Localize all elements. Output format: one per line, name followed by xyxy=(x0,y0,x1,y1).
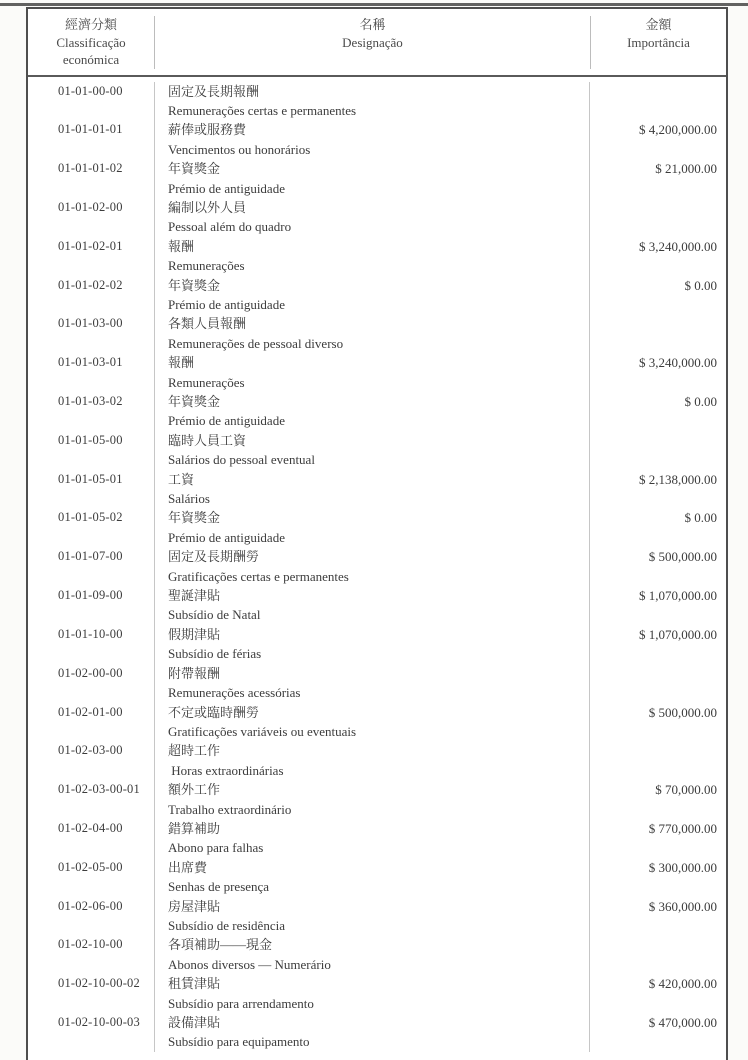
classification-code: 01-01-05-02 xyxy=(58,510,123,525)
classification-code: 01-01-02-01 xyxy=(58,238,123,253)
designation-chinese: 報酬 xyxy=(154,237,590,256)
table-row xyxy=(28,741,726,780)
classification-code-spacer xyxy=(28,644,154,663)
designation-portuguese: Subsídio de Natal xyxy=(154,605,590,624)
designation-chinese: 固定及長期酬勞 xyxy=(154,547,590,566)
classification-code-spacer xyxy=(28,179,154,198)
header-designation-zh: 名稱 xyxy=(359,17,386,32)
amount-value: $ 500,000.00 xyxy=(648,549,717,565)
designation-chinese: 年資獎金 xyxy=(154,508,590,527)
designation-chinese: 額外工作 xyxy=(154,780,590,799)
amount-spacer xyxy=(590,489,726,508)
classification-code-spacer xyxy=(28,140,154,159)
designation-chinese: 固定及長期報酬 xyxy=(154,82,590,101)
amount-value: $ 300,000.00 xyxy=(648,859,717,875)
amount-value: $ 0.00 xyxy=(684,277,717,293)
amount-value: $ 4,200,000.00 xyxy=(639,122,717,138)
amount-spacer xyxy=(590,411,726,430)
table-row xyxy=(28,470,726,509)
amount-spacer xyxy=(590,256,726,275)
classification-code-spacer xyxy=(28,295,154,314)
classification-code: 01-02-00-00 xyxy=(58,665,123,680)
amount-spacer xyxy=(590,800,726,819)
classification-code-spacer xyxy=(28,877,154,896)
amount-spacer xyxy=(590,916,726,935)
designation-chinese: 房屋津貼 xyxy=(154,897,590,916)
designation-portuguese: Abonos diversos — Numerário xyxy=(154,955,590,974)
amount-value xyxy=(590,741,726,760)
table-row xyxy=(28,780,726,819)
amount-value: $ 3,240,000.00 xyxy=(639,238,717,254)
designation-portuguese: Gratificações variáveis ou eventuais xyxy=(154,722,590,741)
classification-code: 01-02-03-00-01 xyxy=(58,782,140,797)
classification-code-spacer xyxy=(28,838,154,857)
designation-chinese: 年資獎金 xyxy=(154,159,590,178)
designation-portuguese: Prémio de antiguidade xyxy=(154,411,590,430)
amount-spacer xyxy=(590,683,726,702)
designation-chinese: 聖誕津貼 xyxy=(154,586,590,605)
amount-spacer xyxy=(590,450,726,469)
classification-code-spacer xyxy=(28,528,154,547)
classification-code: 01-02-10-00-03 xyxy=(58,1015,140,1029)
designation-portuguese: Prémio de antiguidade xyxy=(154,179,590,198)
amount-spacer xyxy=(590,373,726,392)
table-body xyxy=(28,77,726,1060)
header-amount xyxy=(590,16,726,69)
designation-chinese: 各類人員報酬 xyxy=(154,314,590,333)
table-row xyxy=(28,703,726,742)
designation-chinese: 假期津貼 xyxy=(154,625,590,644)
classification-code: 01-01-02-02 xyxy=(58,277,123,292)
classification-code-spacer xyxy=(28,334,154,353)
designation-chinese: 超時工作 xyxy=(154,741,590,760)
header-classification-pt: Classificação económica xyxy=(56,34,126,67)
classification-code: 01-01-02-00 xyxy=(58,199,123,214)
designation-portuguese: Salários do pessoal eventual xyxy=(154,450,590,469)
amount-value: $ 500,000.00 xyxy=(648,704,717,720)
classification-code: 01-01-01-02 xyxy=(58,161,123,176)
amount-value xyxy=(590,314,726,333)
designation-portuguese: Salários xyxy=(154,489,590,508)
amount-spacer xyxy=(590,838,726,857)
designation-portuguese: Abono para falhas xyxy=(154,838,590,857)
classification-code-spacer xyxy=(28,722,154,741)
designation-portuguese: Remunerações xyxy=(154,373,590,392)
designation-chinese: 各項補助——現金 xyxy=(154,935,590,954)
designation-chinese: 報酬 xyxy=(154,353,590,372)
table-row xyxy=(28,353,726,392)
classification-code: 01-02-06-00 xyxy=(58,898,123,913)
amount-value xyxy=(590,664,726,683)
table-header xyxy=(28,9,726,77)
document-page xyxy=(26,7,728,1060)
amount-spacer xyxy=(590,955,726,974)
header-amount-pt: Importância xyxy=(627,34,690,50)
classification-code-spacer xyxy=(28,567,154,586)
amount-value: $ 0.00 xyxy=(684,394,717,409)
table-row xyxy=(28,120,726,159)
classification-code: 01-01-03-00 xyxy=(58,316,123,331)
designation-portuguese: Remunerações acessórias xyxy=(154,683,590,702)
designation-chinese: 年資獎金 xyxy=(154,276,590,295)
designation-portuguese: Subsídio de residência xyxy=(154,916,590,935)
budget-table xyxy=(26,7,728,1060)
designation-portuguese: Prémio de antiguidade xyxy=(154,528,590,547)
designation-portuguese: Vencimentos ou honorários xyxy=(154,140,590,159)
table-row xyxy=(28,392,726,431)
table-row xyxy=(28,586,726,625)
amount-value: $ 360,000.00 xyxy=(648,898,717,914)
table-row xyxy=(28,276,726,315)
designation-chinese: 租賃津貼 xyxy=(154,974,590,993)
classification-code: 01-01-10-00 xyxy=(58,626,123,641)
designation-portuguese: Remunerações de pessoal diverso xyxy=(154,334,590,353)
classification-code: 01-02-01-00 xyxy=(58,704,123,719)
classification-code-spacer xyxy=(28,256,154,275)
amount-spacer xyxy=(590,528,726,547)
table-row xyxy=(28,237,726,276)
classification-code-spacer xyxy=(28,800,154,819)
classification-code-spacer xyxy=(28,605,154,624)
amount-spacer xyxy=(590,605,726,624)
classification-code: 01-02-05-00 xyxy=(58,859,123,874)
amount-value: $ 770,000.00 xyxy=(648,820,717,836)
amount-value: $ 3,240,000.00 xyxy=(639,355,717,371)
amount-value: $ 70,000.00 xyxy=(655,782,717,798)
designation-portuguese: Prémio de antiguidade xyxy=(154,295,590,314)
amount-value xyxy=(590,82,726,101)
classification-code: 01-01-01-01 xyxy=(58,122,123,137)
amount-value: $ 2,138,000.00 xyxy=(639,471,717,487)
designation-chinese: 薪俸或服務費 xyxy=(154,120,590,139)
classification-code-spacer xyxy=(28,916,154,935)
table-row xyxy=(28,974,726,1013)
header-designation xyxy=(154,16,590,69)
designation-portuguese: Senhas de presença xyxy=(154,877,590,896)
classification-code-spacer xyxy=(28,955,154,974)
classification-code: 01-02-10-00 xyxy=(58,937,123,952)
header-amount-zh: 金額 xyxy=(645,17,672,32)
amount-spacer xyxy=(590,877,726,896)
amount-value xyxy=(590,431,726,450)
classification-code-spacer xyxy=(28,373,154,392)
designation-portuguese: Trabalho extraordinário xyxy=(154,800,590,819)
table-row xyxy=(28,314,726,353)
classification-code-spacer xyxy=(28,683,154,702)
classification-code: 01-02-04-00 xyxy=(58,820,123,835)
classification-code-spacer xyxy=(28,411,154,430)
classification-code-spacer xyxy=(28,1032,154,1051)
amount-spacer xyxy=(590,217,726,236)
designation-chinese: 不定或臨時酬勞 xyxy=(154,703,590,722)
table-row xyxy=(28,897,726,936)
table-row xyxy=(28,547,726,586)
amount-spacer xyxy=(590,761,726,780)
classification-code: 01-01-05-00 xyxy=(58,432,123,447)
designation-chinese: 出席費 xyxy=(154,858,590,877)
table-row xyxy=(28,819,726,858)
header-classification xyxy=(28,16,154,69)
amount-value xyxy=(590,935,726,954)
classification-code-spacer xyxy=(28,489,154,508)
amount-spacer xyxy=(590,1032,726,1051)
scan-edge-artifact xyxy=(0,3,748,6)
amount-value: $ 21,000.00 xyxy=(655,161,717,177)
table-row xyxy=(28,431,726,470)
designation-chinese: 設備津貼 xyxy=(154,1013,590,1032)
amount-spacer xyxy=(590,295,726,314)
table-row xyxy=(28,625,726,664)
amount-value xyxy=(590,198,726,217)
amount-spacer xyxy=(590,994,726,1013)
designation-portuguese: Subsídio para arrendamento xyxy=(154,994,590,1013)
amount-spacer xyxy=(590,140,726,159)
designation-chinese: 年資獎金 xyxy=(154,392,590,411)
header-designation-pt: Designação xyxy=(342,34,403,50)
table-row xyxy=(28,198,726,237)
table-row xyxy=(28,508,726,547)
classification-code: 01-01-03-01 xyxy=(58,355,123,370)
designation-portuguese: Subsídio de férias xyxy=(154,644,590,663)
amount-spacer xyxy=(590,101,726,120)
designation-chinese: 附帶報酬 xyxy=(154,664,590,683)
classification-code-spacer xyxy=(28,217,154,236)
designation-portuguese: Gratificações certas e permanentes xyxy=(154,567,590,586)
amount-value: $ 0.00 xyxy=(684,510,717,526)
table-row xyxy=(28,664,726,703)
designation-chinese: 錯算補助 xyxy=(154,819,590,838)
classification-code: 01-01-09-00 xyxy=(58,588,123,603)
amount-spacer xyxy=(590,722,726,741)
classification-code-spacer xyxy=(28,994,154,1013)
table-row xyxy=(28,159,726,198)
designation-portuguese: Remunerações certas e permanentes xyxy=(154,101,590,120)
amount-value: $ 420,000.00 xyxy=(648,976,717,992)
amount-spacer xyxy=(590,179,726,198)
header-classification-zh: 經濟分類 xyxy=(64,17,117,32)
designation-chinese: 臨時人員工資 xyxy=(154,431,590,450)
classification-code-spacer xyxy=(28,761,154,780)
classification-code-spacer xyxy=(28,101,154,120)
amount-value: $ 1,070,000.00 xyxy=(639,588,717,604)
classification-code: 01-01-00-00 xyxy=(58,83,123,98)
amount-value: $ 470,000.00 xyxy=(648,1015,717,1030)
classification-code: 01-02-03-00 xyxy=(58,743,123,758)
amount-value: $ 1,070,000.00 xyxy=(639,626,717,642)
classification-code: 01-01-05-01 xyxy=(58,471,123,486)
classification-code: 01-01-07-00 xyxy=(58,549,123,564)
designation-portuguese: Remunerações xyxy=(154,256,590,275)
designation-portuguese: Horas extraordinárias xyxy=(154,761,590,780)
amount-spacer xyxy=(590,334,726,353)
amount-spacer xyxy=(590,567,726,586)
designation-portuguese: Pessoal além do quadro xyxy=(154,217,590,236)
table-row xyxy=(28,1013,726,1052)
table-row xyxy=(28,82,726,121)
classification-code: 01-02-10-00-02 xyxy=(58,976,140,991)
amount-spacer xyxy=(590,644,726,663)
table-row xyxy=(28,935,726,974)
designation-chinese: 編制以外人員 xyxy=(154,198,590,217)
designation-portuguese: Subsídio para equipamento xyxy=(154,1032,590,1051)
designation-chinese: 工資 xyxy=(154,470,590,489)
classification-code-spacer xyxy=(28,450,154,469)
table-row xyxy=(28,858,726,897)
classification-code: 01-01-03-02 xyxy=(58,394,123,408)
